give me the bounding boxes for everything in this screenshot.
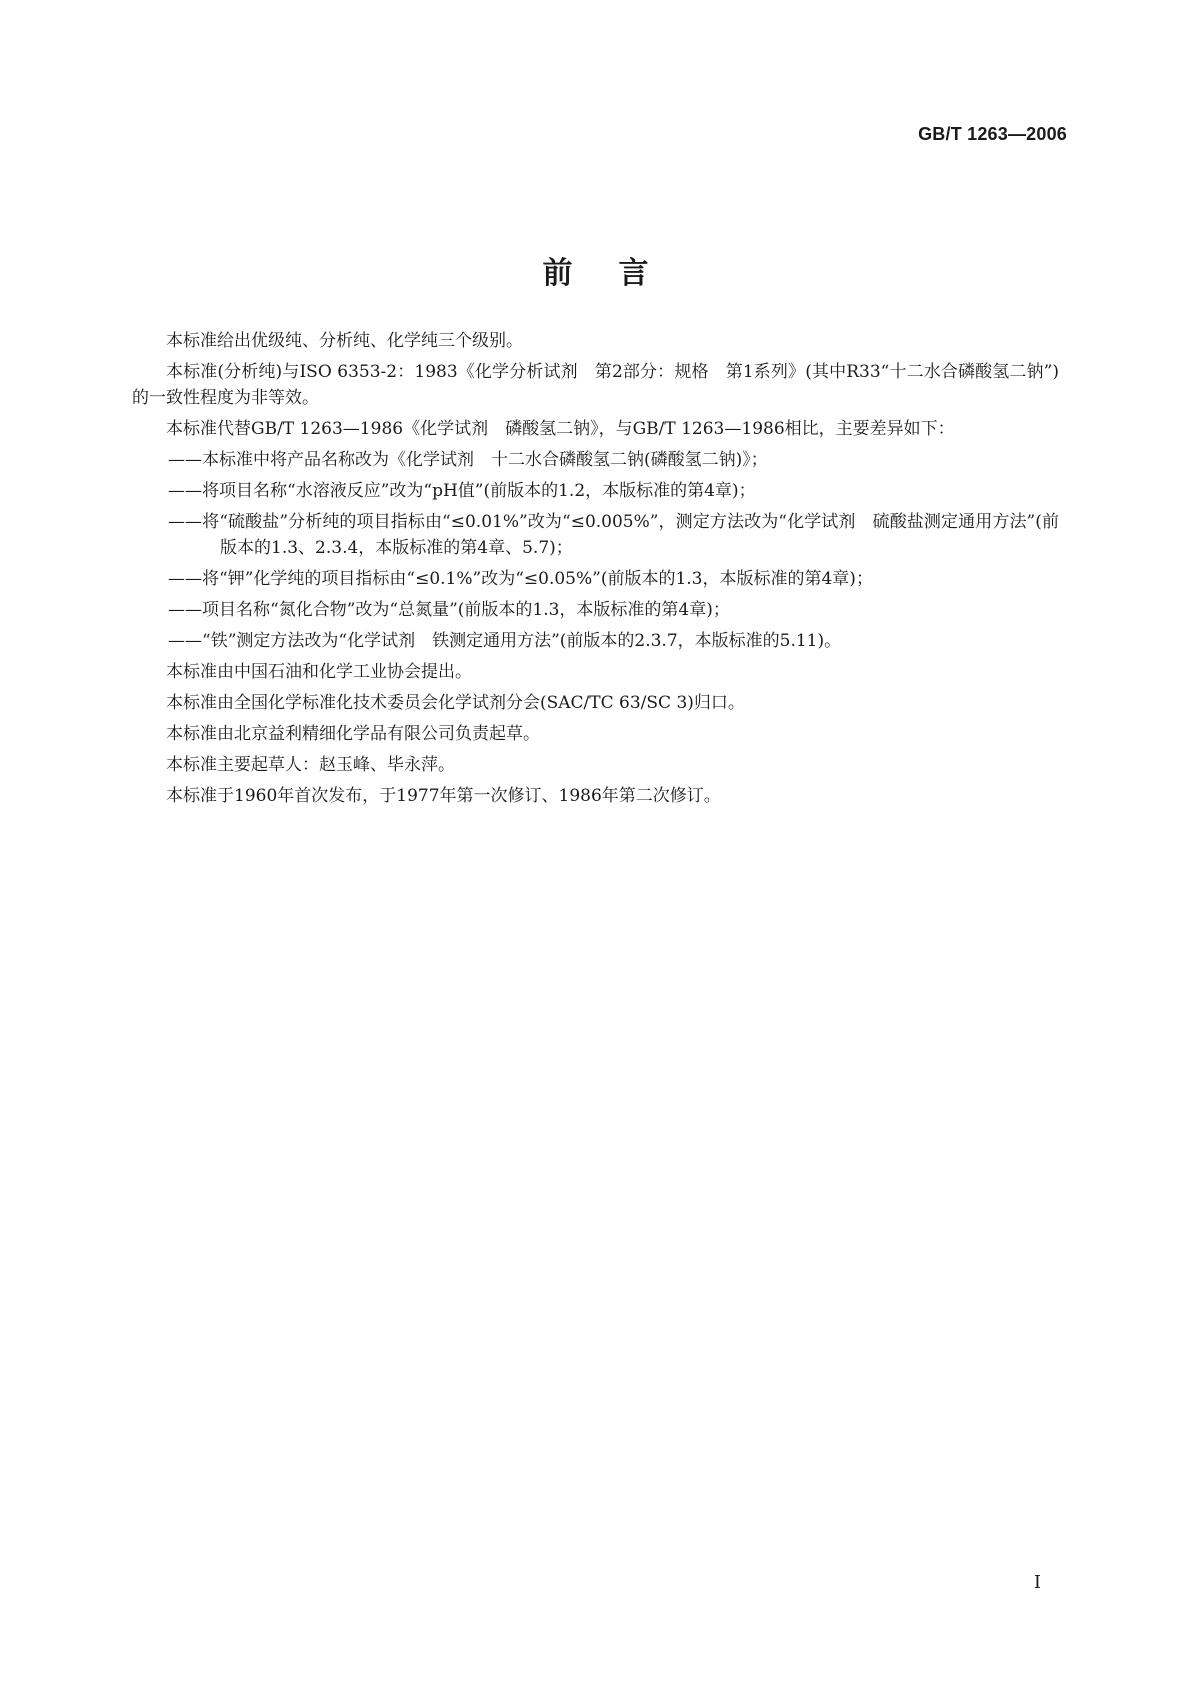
page-title: 前言	[542, 256, 695, 292]
standard-code: GB/T 1263—2006	[918, 124, 1067, 144]
foreword-body	[132, 328, 1059, 814]
paragraph-drafters: 本标准主要起草人：赵玉峰、毕永萍。	[166, 755, 455, 775]
paragraph-iso-consistency: 本标准(分析纯)与ISO 6353-2：1983《化学分析试剂 第2部分：规格 第1系列》(其中R33“十二水合磷酸氢二钠”)的一致性程度为非等效。	[132, 362, 1059, 408]
paragraph-grades: 本标准给出优级纯、分析纯、化学纯三个级别。	[166, 331, 523, 351]
paragraph-proposed-by: 本标准由中国石油和化学工业协会提出。	[166, 662, 472, 682]
difference-item: ——“铁”测定方法改为“化学试剂 铁测定通用方法”(前版本的2.3.7，本版标准的5.11)。	[168, 631, 842, 651]
paragraph-replaces: 本标准代替GB/T 1263—1986《化学试剂 磷酸氢二钠》，与GB/T 1263—1986相比，主要差异如下：	[166, 419, 955, 439]
paragraph-history: 本标准于1960年首次发布，于1977年第一次修订、1986年第二次修订。	[166, 786, 721, 806]
difference-item: ——将“硫酸盐”分析纯的项目指标由“≤0.01%”改为“≤0.005%”，测定方法改为“化学试剂 硫酸盐测定通用方法”(前版本的1.3、2.3.4，本版标准的第4章、5.7)；	[168, 512, 1059, 558]
difference-item: ——项目名称“氮化合物”改为“总氮量”(前版本的1.3，本版标准的第4章)；	[168, 600, 730, 620]
page-number: I	[1033, 1572, 1041, 1593]
difference-item: ——本标准中将产品名称改为《化学试剂 十二水合磷酸氢二钠(磷酸氢二钠)》；	[168, 450, 768, 470]
paragraph-centralized-by: 本标准由全国化学标准化技术委员会化学试剂分会(SAC/TC 63/SC 3)归口。	[166, 693, 745, 713]
difference-item: ——将项目名称“水溶液反应”改为“pH值”(前版本的1.2，本版标准的第4章)；	[168, 481, 756, 501]
paragraph-drafted-by: 本标准由北京益利精细化学品有限公司负责起草。	[166, 724, 540, 744]
difference-item: ——将“钾”化学纯的项目指标由“≤0.1%”改为“≤0.05%”(前版本的1.3，本版标准的第4章)；	[168, 569, 873, 589]
